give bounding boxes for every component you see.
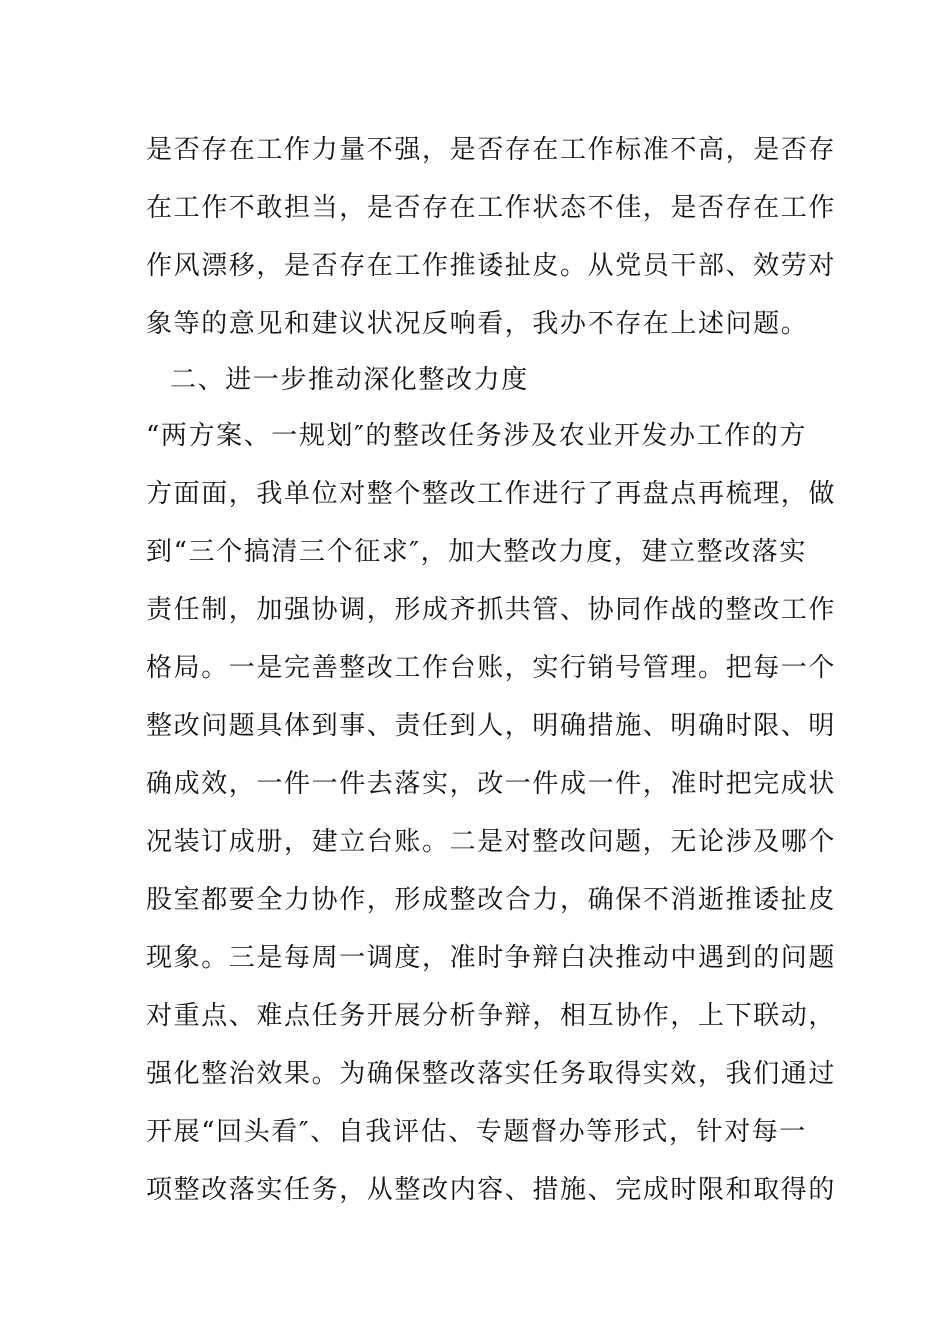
body-text-line: 是否存在工作力量不强，是否存在工作标准不高，是否存 — [146, 135, 837, 165]
body-text-line: 在工作不敢担当，是否存在工作状态不佳，是否存在工作 — [146, 193, 837, 223]
body-text-line: 现象。三是每周一调度，准时争辩白决推动中遇到的问题 — [146, 943, 837, 973]
section-heading: 二、进一步推动深化整改力度 — [170, 365, 529, 395]
body-text-line: 开展“回头看″、自我评估、专题督办等形式，针对每一 — [146, 1117, 808, 1147]
body-text-line: 股室都要全力协作，形成整改合力，确保不消逝推诿扯皮 — [146, 885, 837, 915]
body-text-line: “两方案、一规划″的整改任务涉及农业开发办工作的方 — [146, 421, 808, 451]
body-text-line: 对重点、难点任务开展分析争辩，相互协作，上下联动， — [146, 1001, 837, 1031]
body-text-line: 责任制，加强协调，形成齐抓共管、协同作战的整改工作 — [146, 595, 837, 625]
body-text-line: 方面面，我单位对整个整改工作进行了再盘点再梳理，做 — [146, 479, 837, 509]
body-text-line: 强化整治效果。为确保整改落实任务取得实效，我们通过 — [146, 1059, 837, 1089]
body-text-line: 象等的意见和建议状况反响看，我办不存在上述问题。 — [146, 309, 809, 339]
body-text-line: 作风漂移，是否存在工作推诿扯皮。从党员干部、效劳对 — [146, 251, 837, 281]
body-text-line: 确成效，一件一件去落实，改一件成一件，准时把完成状 — [146, 769, 837, 799]
body-text-line: 整改问题具体到事、责任到人，明确措施、明确时限、明 — [146, 711, 837, 741]
body-text-line: 到“三个搞清三个征求″，加大整改力度，建立整改落实 — [146, 537, 808, 567]
body-text-line: 格局。一是完善整改工作台账，实行销号管理。把每一个 — [146, 653, 837, 683]
body-text-line: 项整改落实任务，从整改内容、措施、完成时限和取得的 — [146, 1175, 837, 1205]
body-text-line: 况装订成册，建立台账。二是对整改问题，无论涉及哪个 — [146, 827, 837, 857]
